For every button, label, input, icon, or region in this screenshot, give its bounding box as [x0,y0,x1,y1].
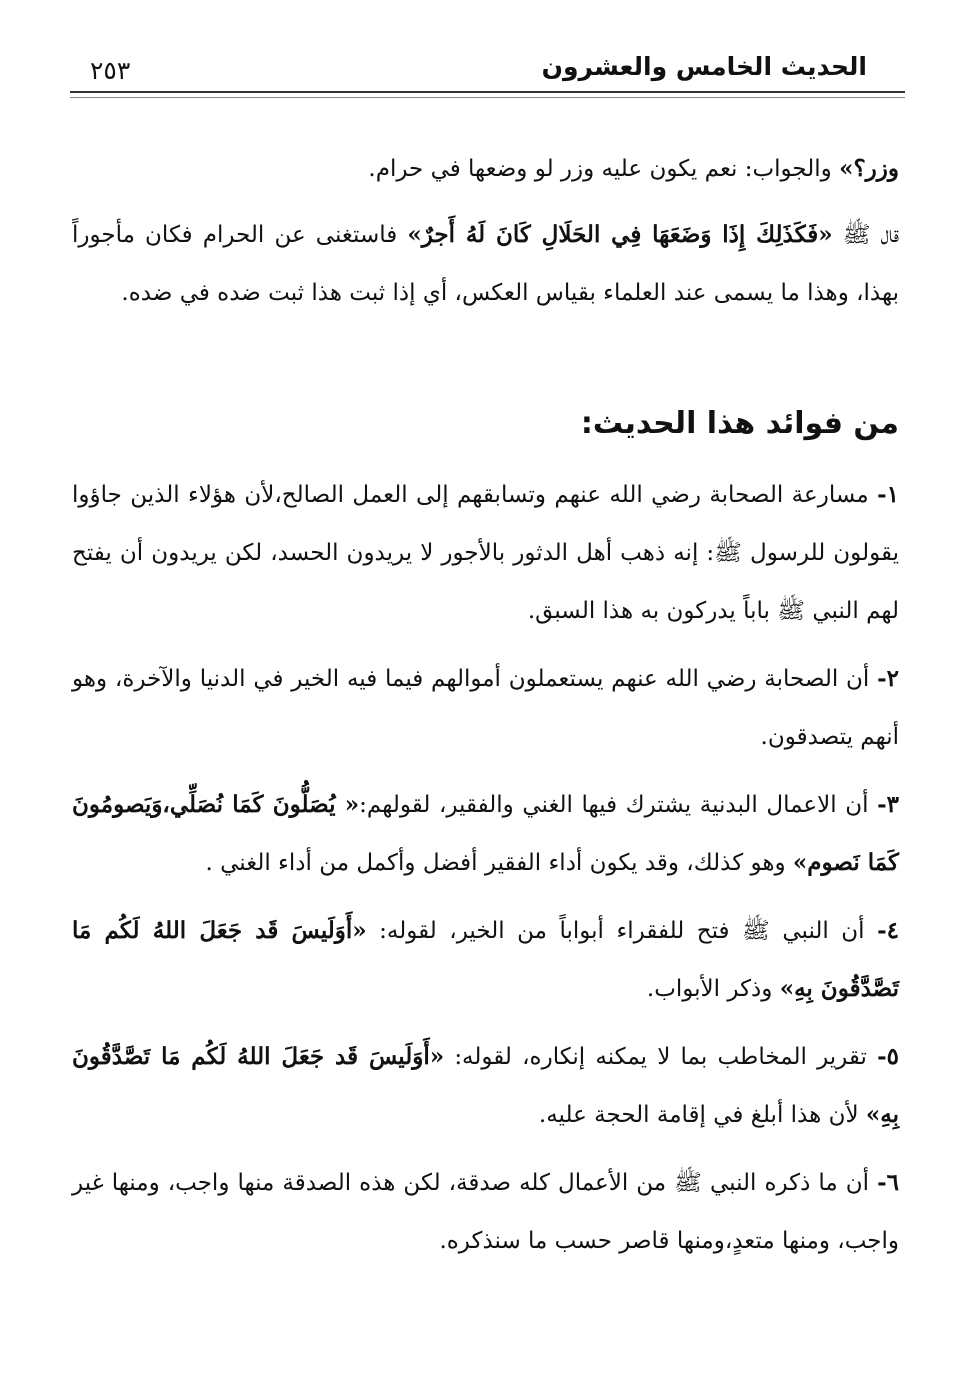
continuation-bold: وزر؟» [839,155,899,182]
item-quote: «أَوَلَيسَ قَد جَعَلَ اللهُ لَكُم مَا تَصَّدَّقُونَ بِهِ» [72,1043,899,1128]
running-title: الحديث الخامس والعشرون [541,52,867,81]
hadith-quote: «فَكَذَلِكَ إِذَا وَضَعَهَا فِي الحَلَالِ كَانَ لَهُ أَجرٌ» [407,221,833,248]
item-quote: «أَوَلَيسَ قَد جَعَلَ اللهُ لَكُم مَا تَصَّدَّقُونَ بِهِ» [72,917,899,1002]
page-number: ٢٥٣ [90,56,131,85]
item-number: ٣- [877,791,899,818]
item-quote: « يُصَلُّونَ كَمَا نُصَلِّي،وَيَصومُونَ كَمَا نَصوم» [72,791,899,876]
item-text-before: أن الاعمال البدنية يشترك فيها الغني والفقير، لقولهم: [359,792,878,818]
item-number: ٥- [877,1043,899,1070]
qiyas-before: قال ﷺ [832,222,899,248]
item-number: ١- [877,481,899,508]
benefit-item-3 [72,776,899,892]
continuation-paragraph [72,140,899,198]
item-text: أن ما ذكره النبي ﷺ من الأعمال كله صدقة، لكن هذه الصدقة منها واجب، ومنها غير واجب، ومنها متعدٍ،ومنها قاصر حسب ما سنذكره. [72,1170,899,1254]
item-text-after: وذكر الأبواب. [646,976,780,1002]
continuation-text: والجواب: نعم يكون عليه وزر لو وضعها في حرام. [368,156,840,182]
item-text-after: لأن هذا أبلغ في إقامة الحجة عليه. [538,1102,866,1128]
item-text-before: أن النبي ﷺ فتح للفقراء أبواباً من الخير، لقوله: [366,918,878,944]
item-text: أن الصحابة رضي الله عنهم يستعملون أموالهم فيما فيه الخير في الدنيا والآخرة، وهو أنهم يتصدقون. [72,666,899,750]
benefit-item-5 [72,1028,899,1144]
item-text-after: وهو كذلك، وقد يكون أداء الفقير أفضل وأكمل من أداء الغني . [205,850,793,876]
item-text-before: تقرير المخاطب بما لا يمكنه إنكاره، لقوله: [444,1044,878,1070]
qiyas-paragraph [72,206,899,322]
qiyas-after: فاستغنى عن الحرام فكان مأجوراً بهذا، وهذا ما يسمى عند العلماء بقياس العكس، أي إذا ثبت هذا ثبت ضده في ضده. [72,222,899,306]
item-number: ٦- [877,1169,899,1196]
section-heading: من فوائد هذا الحديث: [580,406,899,441]
item-number: ٢- [877,665,899,692]
benefit-item-6 [72,1154,899,1270]
benefit-item-1 [72,466,899,640]
page-body [72,140,899,1280]
benefit-item-4 [72,902,899,1018]
item-number: ٤- [877,917,899,944]
benefit-item-2 [72,650,899,766]
item-text: مسارعة الصحابة رضي الله عنهم وتسابقهم إلى العمل الصالح،لأن هؤلاء الذين جاؤوا يقولون للرسول ﷺ: إنه ذهب أهل الدثور بالأجور لا يريدون الحسد، لكن يريدون أن يفتح لهم النبي ﷺ باباً يدركون به هذا السبق. [72,482,899,624]
page-header [70,42,897,92]
header-divider [70,91,905,98]
